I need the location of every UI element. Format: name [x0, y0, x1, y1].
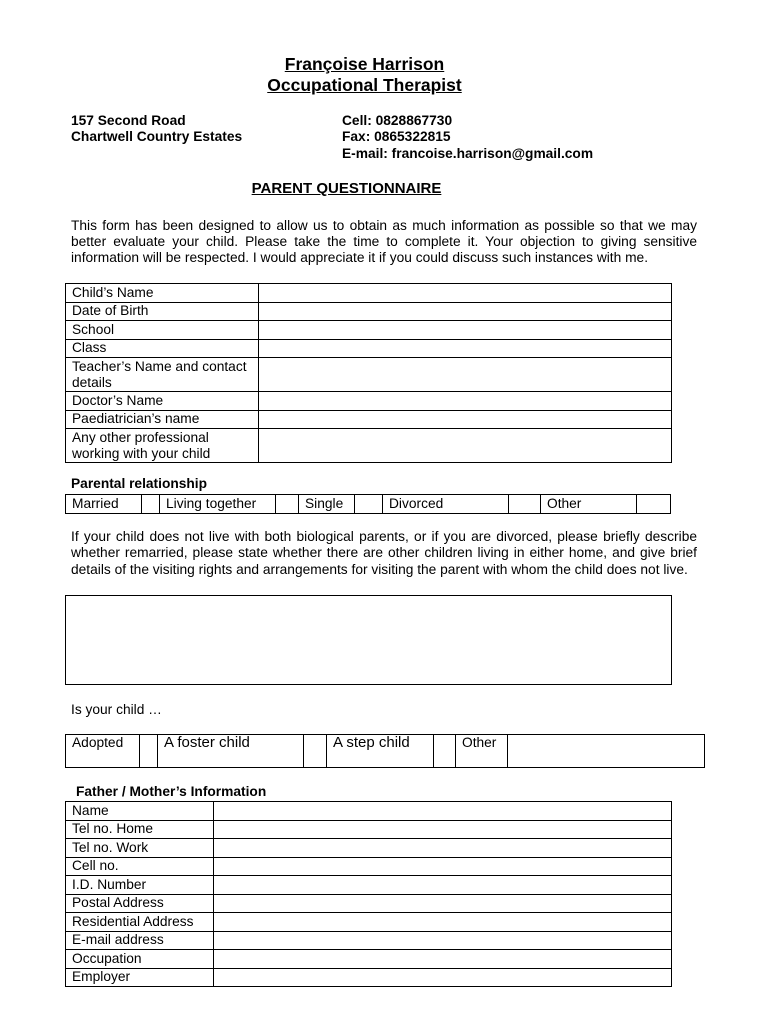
residential-address-field[interactable]	[214, 913, 672, 932]
other-relationship-label: Other	[541, 495, 637, 514]
email-address-field[interactable]	[214, 931, 672, 950]
doctor-row	[66, 392, 672, 411]
therapist-name: Françoise Harrison	[284, 53, 445, 74]
foster-child-label: A foster child	[158, 735, 304, 768]
parent-information-heading: Father / Mother’s Information	[76, 784, 267, 799]
tel-home-row	[66, 820, 672, 839]
occupation-label: Occupation	[66, 950, 214, 969]
teacher-label: Teacher’s Name and contact details	[66, 358, 259, 392]
tel-work-label: Tel no. Work	[66, 839, 214, 858]
living-together-checkbox[interactable]	[276, 495, 299, 514]
parent-information-table	[65, 801, 672, 987]
other-relationship-checkbox[interactable]	[637, 495, 671, 514]
class-field[interactable]	[259, 339, 672, 358]
therapist-profession: Occupational Therapist	[267, 74, 462, 95]
parental-relationship-table	[65, 494, 671, 514]
date-of-birth-field[interactable]	[259, 302, 672, 321]
tel-work-field[interactable]	[214, 839, 672, 858]
address-street: 157 Second Road	[71, 113, 186, 128]
paediatrician-name-field[interactable]	[259, 410, 672, 429]
living-arrangements-answer-box[interactable]	[65, 595, 672, 685]
id-number-label: I.D. Number	[66, 876, 214, 895]
tel-work-row	[66, 839, 672, 858]
employer-row	[66, 968, 672, 987]
other-professional-row	[66, 429, 672, 463]
parent-name-row	[66, 802, 672, 821]
school-field[interactable]	[259, 321, 672, 340]
form-title: PARENT QUESTIONNAIRE	[251, 180, 442, 197]
step-child-checkbox[interactable]	[434, 735, 456, 768]
doctor-label: Doctor’s Name	[66, 392, 259, 411]
address-block	[71, 113, 242, 146]
occupation-row	[66, 950, 672, 969]
parental-relationship-heading: Parental relationship	[71, 476, 208, 491]
contact-email: E-mail: francoise.harrison@gmail.com	[342, 145, 594, 161]
id-number-row	[66, 876, 672, 895]
foster-child-checkbox[interactable]	[304, 735, 327, 768]
adopted-checkbox[interactable]	[140, 735, 158, 768]
occupation-field[interactable]	[214, 950, 672, 969]
cell-no-row	[66, 857, 672, 876]
other-professional-label: Any other professional working with your child	[66, 429, 259, 463]
child-status-row	[66, 735, 705, 768]
child-details-table	[65, 283, 672, 463]
postal-address-row	[66, 894, 672, 913]
child-name-row	[66, 284, 672, 303]
residential-address-row	[66, 913, 672, 932]
class-row	[66, 339, 672, 358]
paediatrician-row	[66, 410, 672, 429]
doctor-name-field[interactable]	[259, 392, 672, 411]
adopted-label: Adopted	[66, 735, 140, 768]
employer-label: Employer	[66, 968, 214, 987]
divorced-checkbox[interactable]	[509, 495, 541, 514]
living-arrangements-instructions: If your child does not live with both biological parents, or if you are divorced, please briefly describe whether remarried, please state whether there are other children living in either home, and give brief details of the visiting rights and arrangements for visiting the parent with whom the child does not live.	[71, 529, 697, 577]
other-status-field[interactable]	[508, 735, 705, 768]
address-estate: Chartwell Country Estates	[71, 129, 243, 145]
tel-home-field[interactable]	[214, 820, 672, 839]
married-checkbox[interactable]	[142, 495, 160, 514]
single-checkbox[interactable]	[355, 495, 383, 514]
child-status-question: Is your child …	[71, 702, 162, 717]
child-status-table	[65, 734, 705, 768]
contact-fax: Fax: 0865322815	[342, 129, 451, 145]
child-name-field[interactable]	[259, 284, 672, 303]
other-professional-field[interactable]	[259, 429, 672, 463]
tel-home-label: Tel no. Home	[66, 820, 214, 839]
single-label: Single	[299, 495, 355, 514]
contact-cell: Cell: 0828867730	[342, 113, 453, 128]
other-status-label: Other	[456, 735, 508, 768]
divorced-label: Divorced	[383, 495, 509, 514]
teacher-row	[66, 358, 672, 392]
school-label: School	[66, 321, 259, 340]
postal-address-label: Postal Address	[66, 894, 214, 913]
residential-address-label: Residential Address	[66, 913, 214, 932]
cell-no-field[interactable]	[214, 857, 672, 876]
parent-name-field[interactable]	[214, 802, 672, 821]
employer-field[interactable]	[214, 968, 672, 987]
email-address-row	[66, 931, 672, 950]
id-number-field[interactable]	[214, 876, 672, 895]
contact-block	[342, 113, 593, 162]
paediatrician-label: Paediatrician’s name	[66, 410, 259, 429]
cell-no-label: Cell no.	[66, 857, 214, 876]
teacher-contact-field[interactable]	[259, 358, 672, 392]
date-of-birth-label: Date of Birth	[66, 302, 259, 321]
intro-paragraph: This form has been designed to allow us to obtain as much information as possible so that we may better evaluate your child. Please take the time to complete it. Your objection to giving sensitive information will be respected. I would appreciate it if you could discuss such instances with me.	[71, 218, 697, 266]
email-address-label: E-mail address	[66, 931, 214, 950]
living-together-label: Living together	[160, 495, 276, 514]
postal-address-field[interactable]	[214, 894, 672, 913]
step-child-label: A step child	[327, 735, 434, 768]
parent-name-label: Name	[66, 802, 214, 821]
parental-relationship-row	[66, 495, 671, 514]
child-name-label: Child’s Name	[66, 284, 259, 303]
date-of-birth-row	[66, 302, 672, 321]
class-label: Class	[66, 339, 259, 358]
school-row	[66, 321, 672, 340]
married-label: Married	[66, 495, 142, 514]
